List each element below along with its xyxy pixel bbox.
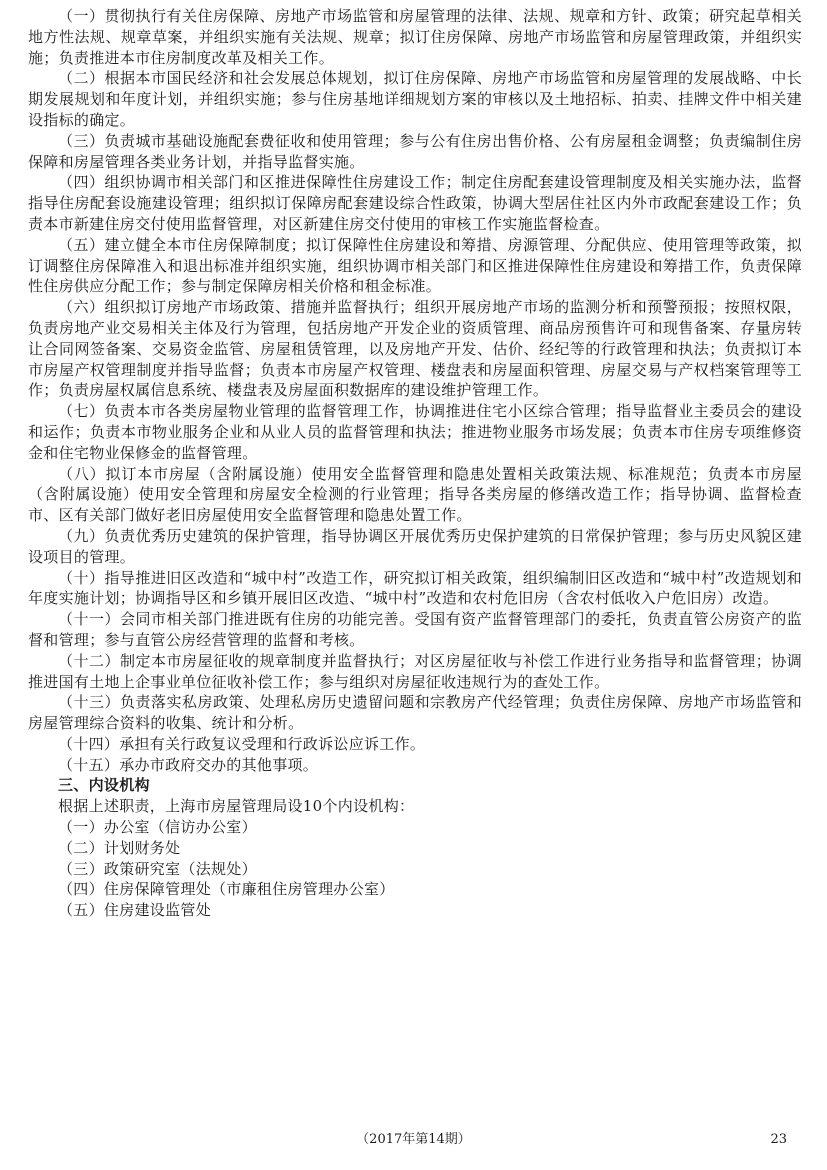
page-number: 23: [770, 1132, 787, 1147]
duty-paragraph-14: （十四）承担有关行政复议受理和行政诉讼应诉工作。: [58, 734, 426, 753]
unit-item-3: （三）政策研究室（法规处）: [58, 859, 257, 878]
unit-item-1: （一）办公室（信访办公室）: [58, 818, 257, 837]
duty-paragraph-15: （十五）承办市政府交办的其他事项。: [58, 755, 319, 774]
unit-item-4: （四）住房保障管理处（市廉租住房管理办公室）: [58, 880, 395, 899]
duty-paragraph-2: （二）根据本市国民经济和社会发展总体规划，拟订住房保障、房地产市场监管和房屋管理的发展战略、中长期发展规划和年度计划，并组织实施；参与住房基地详细规划方案的审核以及土地招标、拍卖、挂牌文件中相关建设指标的确定。: [28, 69, 802, 129]
duty-paragraph-11: （十一）会同市相关部门推进既有住房的功能完善。受国有资产监督管理部门的委托，负责直管公房资产的监督和管理；参与直管公房经营管理的监督和考核。: [28, 610, 802, 649]
section-heading: 三、内设机构: [58, 776, 150, 795]
duty-paragraph-12: （十二）制定本市房屋征收的规章制度并监督执行；对区房屋征收与补偿工作进行业务指导和监督管理；协调推进国有土地上企事业单位征收补偿工作；参与组织对房屋征收违规行为的查处工作。: [28, 651, 802, 691]
unit-item-2: （二）计划财务处: [58, 838, 181, 857]
unit-item-5: （五）住房建设监管处: [58, 901, 212, 920]
duty-paragraph-7: （七）负责本市各类房屋物业管理的监督管理工作，协调推进住宅小区综合管理；指导监督业主委员会的建设和运作；负责本市物业服务企业和从业人员的监督管理和执法；推进物业服务市场发展；负责本市住房专项维修资金和住宅物业保修金的监督管理。: [28, 402, 802, 462]
duty-paragraph-13: （十三）负责落实私房政策、处理私房历史遗留问题和宗教房产代经管理；负责住房保障、房地产市场监管和房屋管理综合资料的收集、统计和分析。: [28, 693, 802, 733]
duty-paragraph-6: （六）组织拟订房地产市场政策、措施并监督执行；组织开展房地产市场的监测分析和预警预报；按照权限，负责房地产业交易相关主体及行为管理，包括房地产开发企业的资质管理、商品房预售许可和现售备案、存量房转让合同网签备案、交易资金监管、房屋租赁管理，以及房地产开发、估价、经纪等的行政管理和执法；负责拟订本市房屋产权管理制度并指导监督；负责本市房屋产权管理、楼盘表和房屋面积管理、房屋交易与产权档案管理等工作；负责房屋权属信息系统、楼盘表及房屋面积数据库的建设维护管理工作。: [28, 298, 802, 400]
page-footer: [0, 1130, 827, 1150]
duty-paragraph-10: （十）指导推进旧区改造和“城中村”改造工作，研究拟订相关政策，组织编制旧区改造和“城中村”改造规划和年度实施计划；协调指导区和乡镇开展旧区改造、“城中村”改造和农村危旧房（含农村低收入户危旧房）改造。: [28, 568, 802, 608]
duty-paragraph-1: （一）贯彻执行有关住房保障、房地产市场监管和房屋管理的法律、法规、规章和方针、政策；研究起草相关地方性法规、规章草案，并组织实施有关法规、规章；拟订住房保障、房地产市场监管和房屋管理政策，并组织实施；负责推进本市住房制度改革及相关工作。: [28, 7, 802, 67]
page-body: [28, 6, 802, 921]
duty-paragraph-8: （八）拟订本市房屋（含附属设施）使用安全监督管理和隐患处置相关政策法规、标准规范；负责本市房屋（含附属设施）使用安全管理和房屋安全检测的行业管理；指导各类房屋的修缮改造工作；指导协调、监督检查市、区有关部门做好老旧房屋使用安全监督管理和隐患处置工作。: [28, 464, 802, 525]
duty-paragraph-3: （三）负责城市基础设施配套费征收和使用管理；参与公有住房出售价格、公有房屋租金调整；负责编制住房保障和房屋管理各类业务计划，并指导监督实施。: [28, 131, 802, 171]
issue-label: （2017年第14期）: [356, 1132, 471, 1147]
duty-paragraph-4: （四）组织协调市相关部门和区推进保障性住房建设工作；制定住房配套建设管理制度及相关实施办法，监督指导住房配套设施建设管理；组织拟订保障房配套建设综合性政策，协调大型居住社区内外市政配套建设工作；负责本市新建住房交付使用监督管理，对区新建住房交付使用的审核工作实施监督检查。: [28, 173, 802, 233]
duty-paragraph-5: （五）建立健全本市住房保障制度；拟订保障性住房建设和筹措、房源管理、分配供应、使用管理等政策，拟订调整住房保障准入和退出标准并组织实施，组织协调市相关部门和区推进保障性住房建设和筹措工作，负责保障性住房供应分配工作；参与制定保障房相关价格和租金标准。: [28, 235, 802, 296]
section-intro: 根据上述职责，上海市房屋管理局设10个内设机构：: [58, 797, 415, 816]
duty-paragraph-9: （九）负责优秀历史建筑的保护管理，指导协调区开展优秀历史保护建筑的日常保护管理；参与历史风貌区建设项目的管理。: [28, 526, 802, 566]
